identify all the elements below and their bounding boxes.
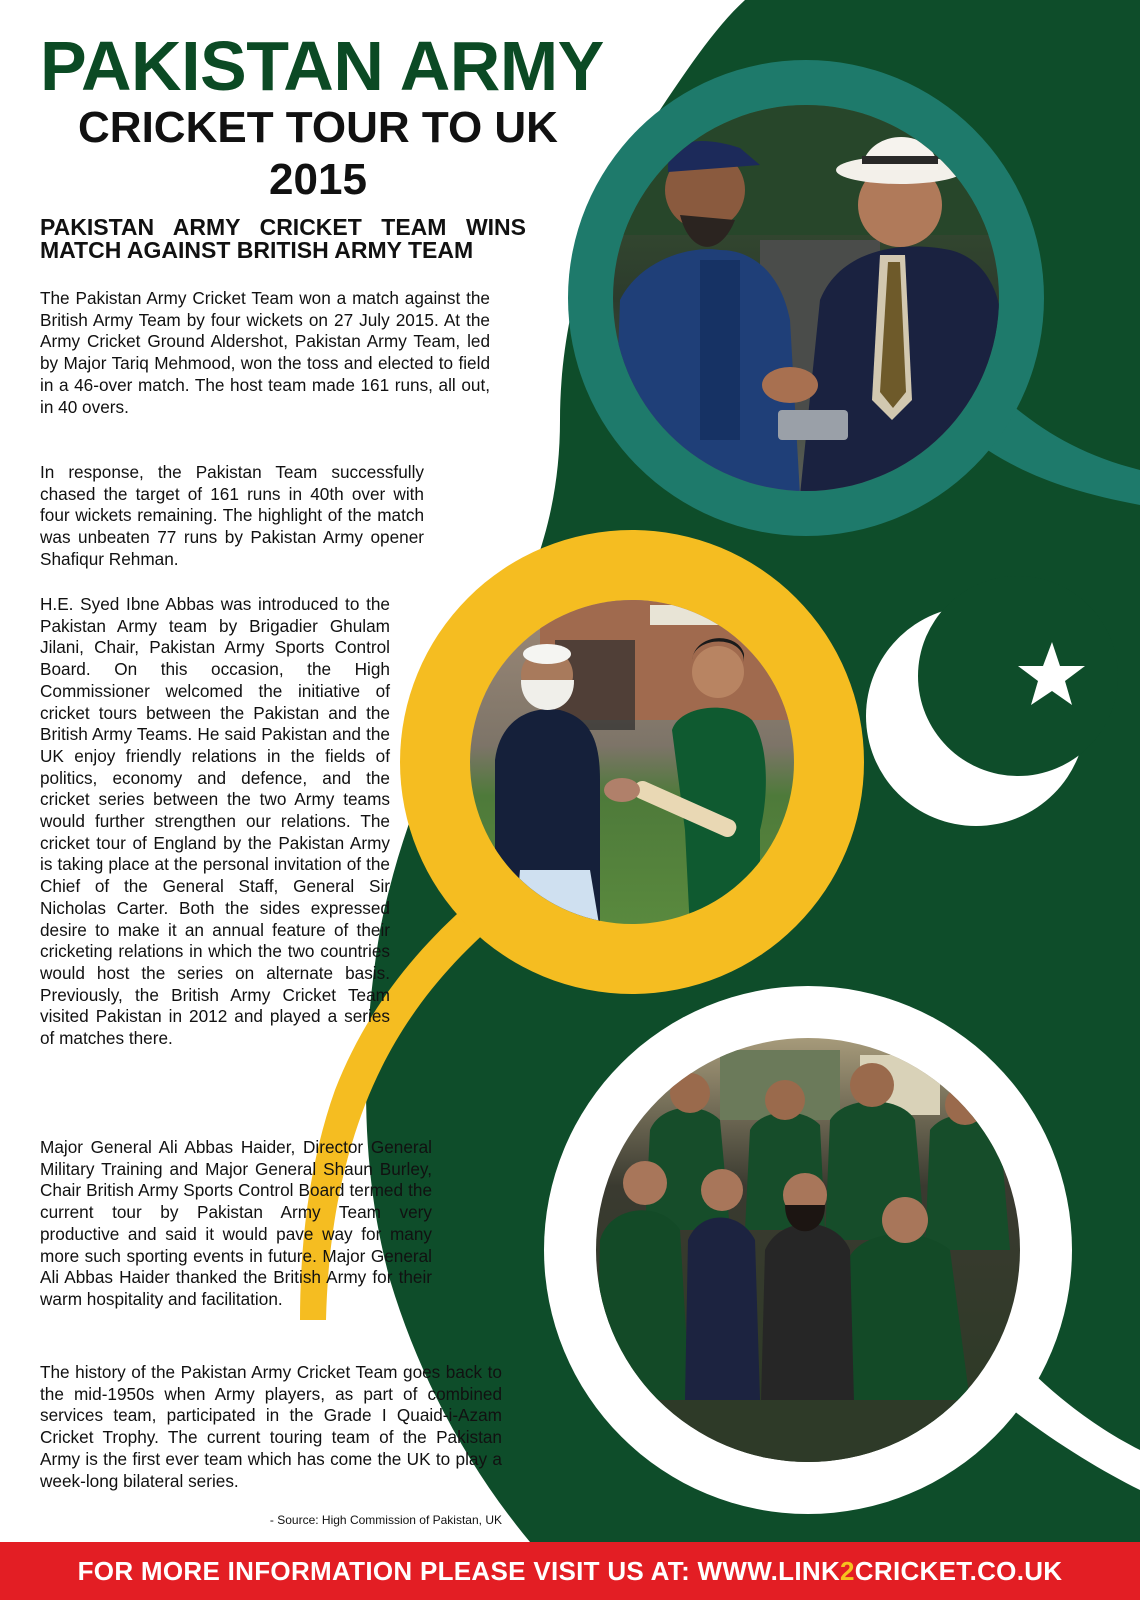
poster-title: PAKISTAN ARMY [40,27,604,105]
photo-team-group [596,1038,1020,1462]
article-source: - Source: High Commission of Pakistan, UK [269,1513,502,1527]
article-paragraph: The Pakistan Army Cricket Team won a match against the British Army Team by four wickets on 27 July 2015. At the Army Cricket Ground Aldershot, Pakistan Army Team, led by Major Tariq Mehmood, won the toss and elected to field in a 46-over match. The host team made 161 runs, all out, in 40 overs. [40,288,490,417]
article-paragraph: Major General Ali Abbas Haider, Director General Military Training and Major General Shaun Burley, Chair British Army Sports Control Board termed the current tour by Pakistan Army Team very productive and said it would pave way for many more such sporting events in future. Major General Ali Abbas Haider thanked the British Army for their warm hospitality and facilitation. [40,1137,432,1309]
poster-year: 2015 [269,155,367,204]
footer-suffix: CRICKET.CO.UK [854,1555,1063,1586]
article-paragraph: The history of the Pakistan Army Cricket Team goes back to the mid-1950s when Army players, as part of combined services team, participated in the Grade I Quaid-i-Azam Cricket Trophy. The current touring team of the Pakistan Army is the first ever team which has come the UK to play a week-long bilateral series. [40,1362,502,1491]
article-paragraph: In response, the Pakistan Team successfully chased the target of 161 runs in 40th over with four wickets remaining. The highlight of the match was unbeaten 77 runs by Pakistan Army opener Shafiqur Rehman. [40,462,424,569]
footer-prefix: FOR MORE INFORMATION PLEASE VISIT US AT: WWW.LINK [77,1555,841,1586]
article-paragraph: H.E. Syed Ibne Abbas was introduced to the Pakistan Army team by Brigadier Ghulam Jilani, Chair, Pakistan Army Sports Control Board. On this occasion, the High Commissioner welcomed the initiative of cricket tours between the Pakistan and the British Army Teams. He said Pakistan and the UK enjoy friendly relations in the fields of politics, economy and defence, and the cricket series between the two Army teams would further strengthen our relations. The cricket tour of England by the Pakistan Army is taking place at the personal invitation of the Chief of the General Staff, General Sir Nicholas Carter. Both the sides expressed desire to make it an annual feature of their cricketing relations in which the two countries would host the series on alternate basis. Previously, the British Army Cricket Team visited Pakistan in 2012 and played a series of matches there. [40,594,390,1049]
footer-accent: 2 [840,1555,855,1586]
poster-subtitle: CRICKET TOUR TO UK [78,103,558,152]
article-headline: PAKISTAN ARMY CRICKET TEAM WINS MATCH AGAINST BRITISH ARMY TEAM [40,214,526,263]
footer-banner [0,1542,1140,1600]
footer-link[interactable] [78,1556,1063,1587]
